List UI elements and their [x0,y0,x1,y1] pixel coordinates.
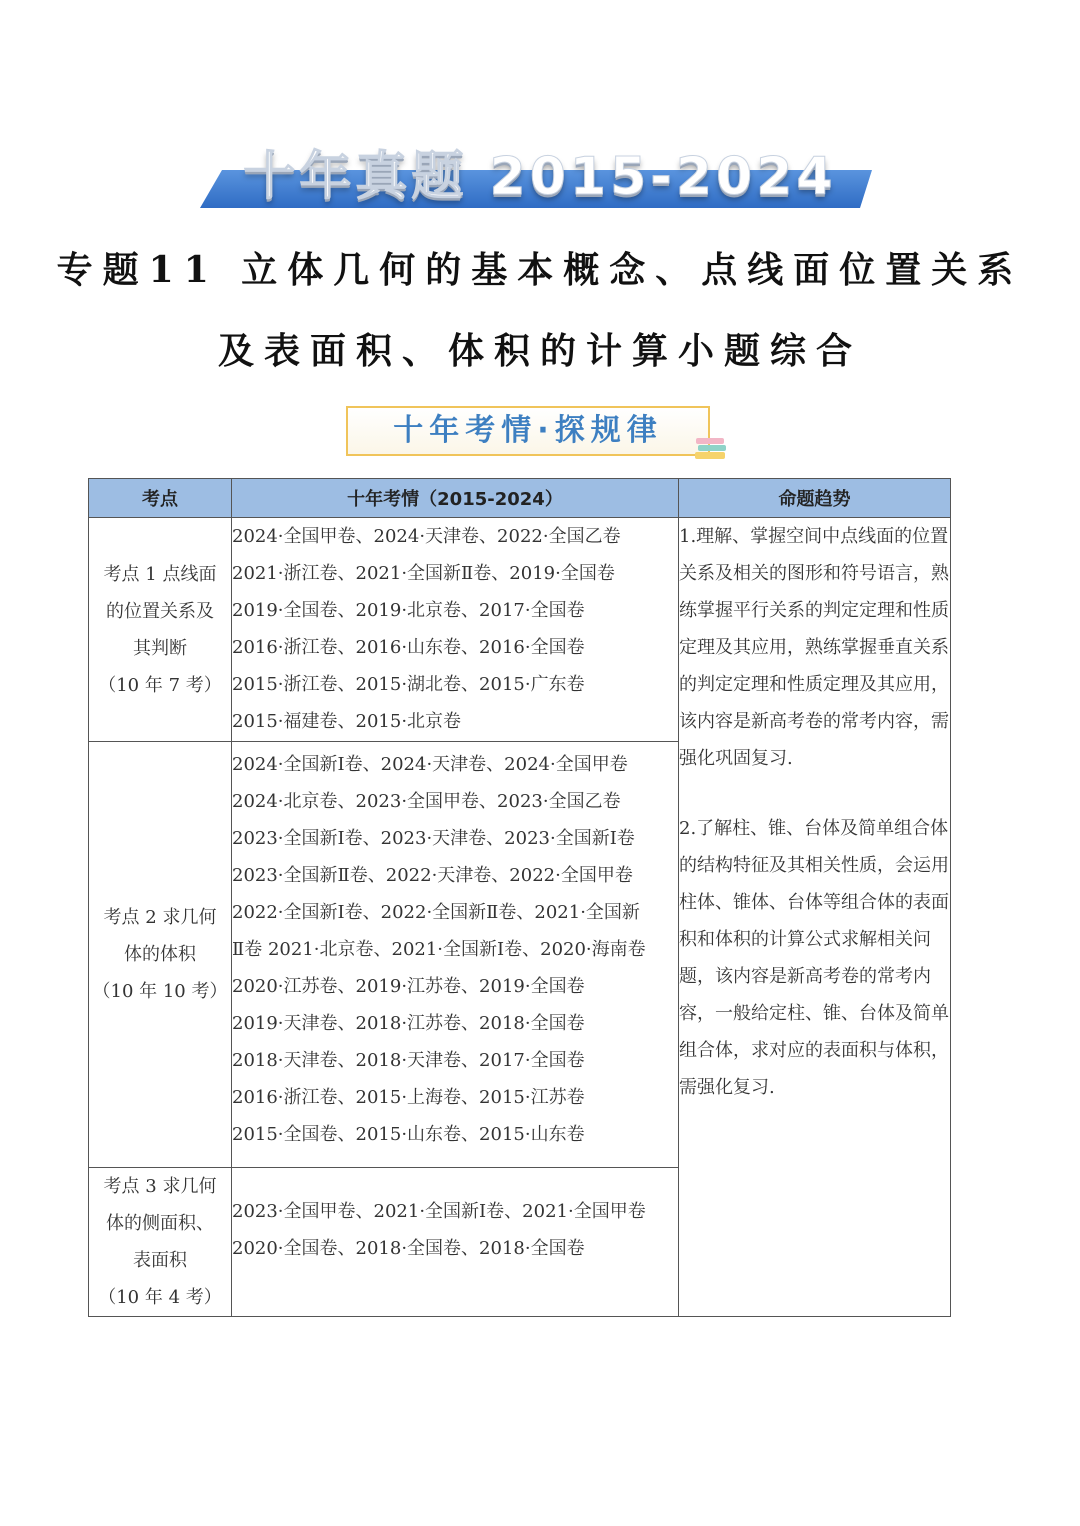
header-trend: 命题趋势 [679,479,951,518]
exam-line: 2019·天津卷、2018·江苏卷、2018·全国卷 [232,1013,585,1034]
exam-line: 2022·全国新Ⅰ卷、2022·全国新Ⅱ卷、2021·全国新 [232,902,640,923]
exam-line: 2023·全国新Ⅰ卷、2023·天津卷、2023·全国新Ⅰ卷 [232,828,635,849]
exam-line: 2016·浙江卷、2015·上海卷、2015·江苏卷 [232,1087,585,1108]
exam-line: 2020·全国卷、2018·全国卷、2018·全国卷 [232,1238,585,1259]
exam-line: 2024·北京卷、2023·全国甲卷、2023·全国乙卷 [232,791,621,812]
point-cell [89,1168,232,1317]
exam-line: 2024·全国新Ⅰ卷、2024·天津卷、2024·全国甲卷 [232,754,628,775]
point-line: 考点 3 求几何 [103,1176,217,1197]
point-line: 其判断 [133,637,187,659]
header-exams: 十年考情（2015-2024） [232,479,679,518]
header-point: 考点 [89,479,232,518]
point-line: 体的侧面积、 [106,1213,214,1234]
section-badge: 十年考情·探规律 [346,406,710,456]
exam-line: 2024·全国甲卷、2024·天津卷、2022·全国乙卷 [232,526,621,547]
point-line: 体的体积 [124,944,196,965]
exam-line: Ⅱ卷 2021·北京卷、2021·全国新Ⅰ卷、2020·海南卷 [232,939,646,960]
exams-cell [232,1168,679,1317]
exam-line: 2015·浙江卷、2015·湖北卷、2015·广东卷 [232,674,585,695]
spacer [232,1267,678,1291]
page-title-line-1: 专题11 立体几何的基本概念、点线面位置关系 [56,249,1024,291]
page-title-line-2: 及表面积、体积的计算小题综合 [217,330,862,372]
exam-line: 2021·浙江卷、2021·全国新Ⅱ卷、2019·全国卷 [232,563,615,584]
exam-line: 2023·全国新Ⅱ卷、2022·天津卷、2022·全国甲卷 [232,865,633,886]
header-banner [200,128,880,210]
point-line: （10 年 4 考） [98,1287,222,1308]
exams-cell [232,742,679,1168]
trend-paragraph: 2.了解柱、锥、台体及简单组合体的结构特征及其相关性质，会运用柱体、锥体、台体等组合体的表面积和体积的计算公式求解相关问题，该内容是新高考卷的常考内容，一般给定柱、锥、台体及简单组合体，求对应的表面积与体积，需强化复习. [679,818,949,1098]
point-line: （10 年 10 考） [92,981,228,1002]
exam-line: 2020·江苏卷、2019·江苏卷、2019·全国卷 [232,976,585,997]
exam-line: 2015·福建卷、2015·北京卷 [232,711,462,732]
point-cell [89,742,232,1168]
point-cell [89,518,232,742]
point-line: 考点 1 点线面 [103,563,217,585]
point-line: 的位置关系及 [106,600,214,622]
table-header-row [89,479,951,518]
exam-line: 2023·全国甲卷、2021·全国新Ⅰ卷、2021·全国甲卷 [232,1201,646,1222]
trend-cell [679,518,951,1317]
banner-title: 十年真题 2015-2024 [243,147,837,207]
exam-line: 2018·天津卷、2018·天津卷、2017·全国卷 [232,1050,585,1071]
trend-paragraph: 1.理解、掌握空间中点线面的位置关系及相关的图形和符号语言，熟练掌握平行关系的判定定理和性质定理及其应用，熟练掌握垂直关系的判定定理和性质定理及其应用，该内容是新高考卷的常考内容，需强化巩固复习. [679,526,949,769]
point-line: 表面积 [133,1250,187,1271]
exam-line: 2015·全国卷、2015·山东卷、2015·山东卷 [232,1124,585,1145]
books-icon [694,434,730,464]
exams-cell [232,518,679,742]
exam-line: 2019·全国卷、2019·北京卷、2017·全国卷 [232,600,585,621]
exam-line: 2016·浙江卷、2016·山东卷、2016·全国卷 [232,637,585,658]
table-row [89,518,951,742]
point-line: 考点 2 求几何 [103,907,217,928]
point-line: （10 年 7 考） [98,674,222,696]
exam-analysis-table [88,478,951,1317]
